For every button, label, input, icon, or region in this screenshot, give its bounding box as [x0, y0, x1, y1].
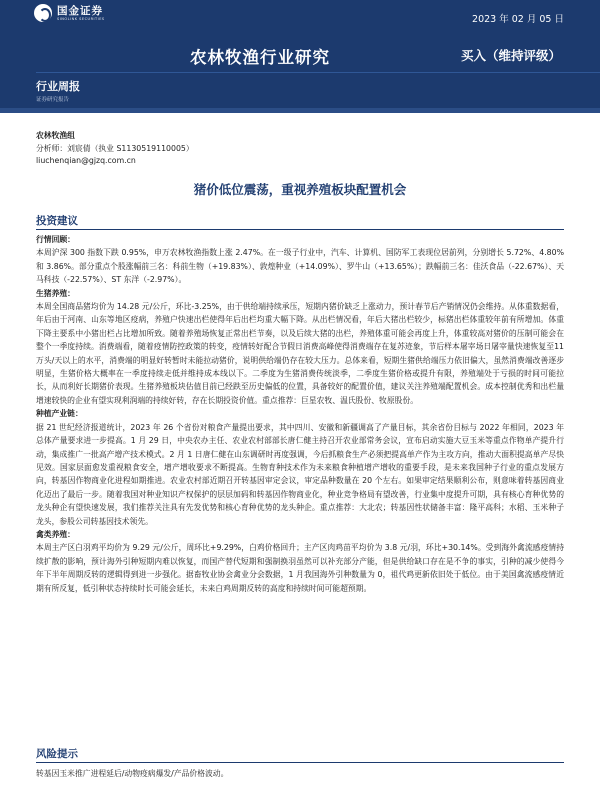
header-divider [36, 72, 600, 73]
report-type: 行业周报 [36, 80, 80, 93]
subheading-market-review: 行情回顾： [36, 235, 75, 244]
subheading-poultry: 禽类养殖： [36, 529, 75, 539]
logo-english-name: SINOLINK SECURITIES [57, 16, 105, 21]
company-logo [34, 4, 105, 22]
analyst-info [36, 130, 194, 168]
logo-text [57, 5, 105, 22]
report-title: 农林牧渔行业研究 [190, 48, 330, 67]
investment-content [36, 233, 564, 595]
paragraph-market-review: 本周沪深 300 指数下跌 0.95%，申万农林牧渔指数上涨 2.47%。在一级子行业中，汽车、计算机、国防军工表现位居前列，分别增长 5.72%、4.80%和 3.86%。部分重点个股涨幅前三名：科前生物（+19.83%）、敦煌种业（+14.09%）、罗牛山（+13.65%）；跌幅前三名：佳沃食品（-22.67%）、天马科技（-22.57%）、ST 东洋（-2.97%）。 [36, 248, 564, 285]
paragraph-pig-farming: 本周全国商品猪均价为 14.28 元/公斤，环比-3.25%，由于供给端持续承压，短期内猪价缺乏上涨动力，预计春节后产销情况仍会维持。从体重数据看，年后由于河南、山东等地区疫病，养殖户快速出栏使得年后出栏均重大幅下降。从出栏情况看，年后大猪出栏较少，标猪出栏体重较年前有所增加。体重下降主要系中小猪出栏占比增加所致。随着养殖场恢复正常出栏节奏，以及后续大猪的出栏，养殖体重可能会再度上升，体重较高对猪价的压制可能会在整个一季度持续。消费端看，随着疫情防控政策的转变，疫情转好配合节假日消费高峰使得消费端存在复苏迹象，节后样本屠宰场日屠宰量快速恢复至11万头/天以上的水平，消费端的明显好转暂时未能拉动猪价，说明供给端仍存在较大压力。总体来看，短期生猪供给端压力依旧偏大，虽然消费端改善逐步明显，生猪价格大概率在一季度持续走低并维持成本线以下。二季度为生猪消费传统淡季，二季度生猪价格或提升有限，养殖端处于亏损的时间可能拉长，从而利好长期猪价表现。生猪养殖板块估值目前已经跌至历史偏低的位置，具备较好的配置价值，建议关注养殖端配置机会。成本控制优秀和出栏量增速较快的企业有望实现利润端的持续好转，存在长期投资价值。重点推荐：巨星农牧、温氏股份、牧原股份。 [36, 302, 564, 405]
headline: 猪价低位震荡，重视养殖板块配置机会 [193, 182, 407, 197]
section-heading-risk: 风险提示 [36, 748, 78, 760]
paragraph-risk: 转基因玉米推广进程延后/动物疫病爆发/产品价格波动。 [36, 769, 229, 778]
analyst-name: 分析师：刘宸倩（执业 S1130519110005） [36, 143, 194, 153]
paragraph-poultry: 本周主产区白羽鸡平均价为 9.29 元/公斤，周环比+9.29%，白鸡价格回升；主产区肉鸡苗平均价为 3.8 元/羽，环比+30.14%。受到海外禽流感疫情持续扩散的影响，预计海外引种短期内难以恢复，而国产替代短期和强制换羽虽然可以补充部分产能，但是供给缺口存在是不争的事实，引种的减少使得今年下半年周期反转的逻辑得到进一步强化。据畜牧业协会禽业分会数据，1 月我国海外引种数量为 0，祖代鸡更新依旧处于低位。由于美国禽流感疫情近期有所反复，低引种状态持续时长可能会延长，未来白鸡周期反转的高度和持续时间可能超预期。 [36, 543, 564, 593]
report-category: 证券研究报告 [36, 97, 70, 103]
paragraph-planting-chain: 据 21 世纪经济报道统计，2023 年 26 个省份对粮食产量提出要求，其中四川、安徽和新疆调高了产量目标，其余省份目标与 2022 年相同，2023 年总体产量要求进一步提高。1 月 29 日，中央农办主任、农业农村部部长唐仁健主持召开农业部常务会议，宣布启动实施大豆玉米等重点作物单产提升行动，集成推广一批高产增产技术模式。2 月 1 日唐仁健在山东调研时再度强调，今后抓粮食生产必须把提高单产作为主攻方向，推动大面积提高单产尽快见效。国家层面愈发重视粮食安全，增产增收要求不断提高。生物育种技术作为未来粮食种植增产增收的重要手段，是未来我国种子行业的重点发展方向，转基因作物商业化进程如期推进。农业农村部近期召开转基因审定会议，审定品种数量在 20 个左右。如果审定结果顺利公布，则意味着转基因商业化迈出了最后一步。随着我国对种业知识产权保护的层层加码和转基因作物商业化，种业竞争格局有望改善，行业集中度提升可期，具有核心育种优势的龙头种企有望快速发展，我们推荐关注具有先发优势和核心育种优势的龙头种企。重点推荐：大北农；转基因性状储备丰富：隆平高科；水稻、玉米种子龙头，参股公司转基因技术领先。 [36, 422, 564, 526]
section-heading-investment: 投资建议 [36, 215, 78, 227]
analyst-email: liuchenqian@gjzq.com.cn [36, 156, 136, 165]
research-group: 农林牧渔组 [36, 131, 75, 140]
logo-chinese-name: 国金证券 [57, 4, 103, 17]
section-divider-risk [36, 762, 564, 763]
report-date: 2023 年 02 月 05 日 [472, 14, 564, 25]
section-divider [36, 229, 564, 230]
rating-badge: 买入（维持评级） [461, 48, 562, 63]
subheading-planting-chain: 种植产业链： [36, 409, 83, 419]
logo-emblem-icon [34, 4, 52, 22]
header-stripe [0, 108, 600, 113]
report-header [0, 0, 600, 113]
subheading-pig-farming: 生猪养殖： [36, 288, 75, 298]
